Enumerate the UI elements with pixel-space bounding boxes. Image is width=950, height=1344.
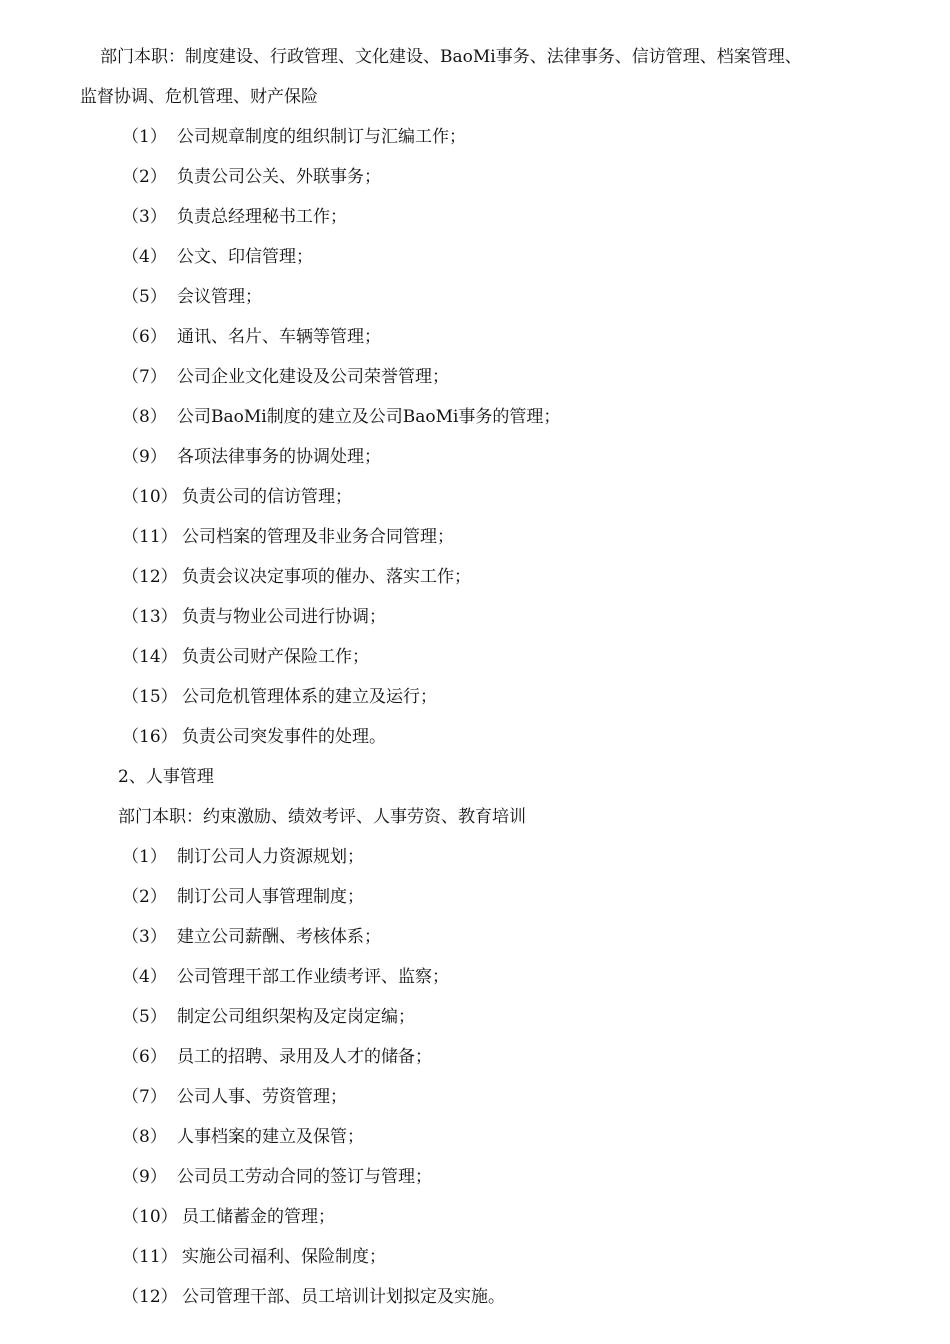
item-text: 公司规章制度的组织制订与汇编工作； [177,127,466,147]
item-text: 制定公司组织架构及定岗定编； [177,1007,415,1027]
list-item [122,686,437,708]
item-number: （7） [122,367,167,387]
item-number: （2） [122,887,167,907]
item-text: 负责公司公关、外联事务； [177,167,381,187]
list-item [122,366,449,388]
list-item [122,886,364,908]
list-item [122,966,449,988]
section1-duty-line1: 部门本职：制度建设、行政管理、文化建设、BaoMi事务、法律事务、信访管理、档案管理、 [100,47,802,67]
list-item [122,166,381,188]
list-item [122,1246,386,1268]
item-number: （3） [122,207,167,227]
list-item [122,1046,432,1068]
item-number: （15） [122,687,178,707]
item-number: （12） [122,1287,178,1307]
list-item [122,246,313,268]
section1-duty-line2: 监督协调、危机管理、财产保险 [80,87,318,107]
item-text: 通讯、名片、车辆等管理； [177,327,381,347]
item-text: 建立公司薪酬、考核体系； [177,927,381,947]
list-item [122,326,381,348]
item-text: 实施公司福利、保险制度； [182,1247,386,1267]
item-number: （10） [122,487,178,507]
item-number: （6） [122,327,167,347]
item-number: （9） [122,1167,167,1187]
item-number: （4） [122,247,167,267]
list-item [122,846,364,868]
item-number: （11） [122,527,178,547]
list-item [122,486,352,508]
list-item [122,1086,347,1108]
list-item [122,1286,505,1308]
item-number: （2） [122,167,167,187]
list-item [122,566,471,588]
item-number: （1） [122,847,167,867]
list-item [122,446,381,468]
list-item [122,526,454,548]
item-text: 公司档案的管理及非业务合同管理； [182,527,454,547]
item-text: 制订公司人力资源规划； [177,847,364,867]
item-text: 公司人事、劳资管理； [177,1087,347,1107]
item-number: （8） [122,407,167,427]
item-number: （12） [122,567,178,587]
item-number: （16） [122,727,178,747]
list-item [122,1006,415,1028]
item-text: 员工储蓄金的管理； [182,1207,335,1227]
item-text: 负责总经理秘书工作； [177,207,347,227]
item-number: （8） [122,1127,167,1147]
list-item [122,126,466,148]
item-number: （7） [122,1087,167,1107]
item-number: （14） [122,647,178,667]
section2-duty: 部门本职：约束激励、绩效考评、人事劳资、教育培训 [118,807,526,827]
item-text: 负责公司的信访管理； [182,487,352,507]
item-text: 员工的招聘、录用及人才的储备； [177,1047,432,1067]
item-number: （3） [122,927,167,947]
item-text: 公司员工劳动合同的签订与管理； [177,1167,432,1187]
list-item [122,1126,364,1148]
list-item [122,206,347,228]
item-number: （5） [122,1007,167,1027]
list-item [122,1166,432,1188]
item-number: （13） [122,607,178,627]
item-text: 制订公司人事管理制度； [177,887,364,907]
item-text: 公司危机管理体系的建立及运行； [182,687,437,707]
item-text: 各项法律事务的协调处理； [177,447,381,467]
item-text: 负责公司突发事件的处理。 [182,727,386,747]
item-text: 公司管理干部工作业绩考评、监察； [177,967,449,987]
section-heading: 2、人事管理 [118,767,214,787]
item-text: 负责会议决定事项的催办、落实工作； [182,567,471,587]
item-text: 公司BaoMi制度的建立及公司BaoMi事务的管理； [177,407,561,427]
item-text: 公文、印信管理； [177,247,313,267]
item-number: （9） [122,447,167,467]
item-text: 负责公司财产保险工作； [182,647,369,667]
list-item [122,286,262,308]
list-item [122,926,381,948]
item-number: （4） [122,967,167,987]
item-number: （1） [122,127,167,147]
item-number: （6） [122,1047,167,1067]
list-item [122,726,386,748]
list-item [122,606,386,628]
item-text: 负责与物业公司进行协调； [182,607,386,627]
item-number: （10） [122,1207,178,1227]
list-item [122,406,560,428]
item-text: 人事档案的建立及保管； [177,1127,364,1147]
list-item [122,1206,335,1228]
list-item [122,646,369,668]
item-number: （11） [122,1247,178,1267]
item-number: （5） [122,287,167,307]
item-text: 公司管理干部、员工培训计划拟定及实施。 [182,1287,505,1307]
item-text: 公司企业文化建设及公司荣誉管理； [177,367,449,387]
item-text: 会议管理； [177,287,262,307]
